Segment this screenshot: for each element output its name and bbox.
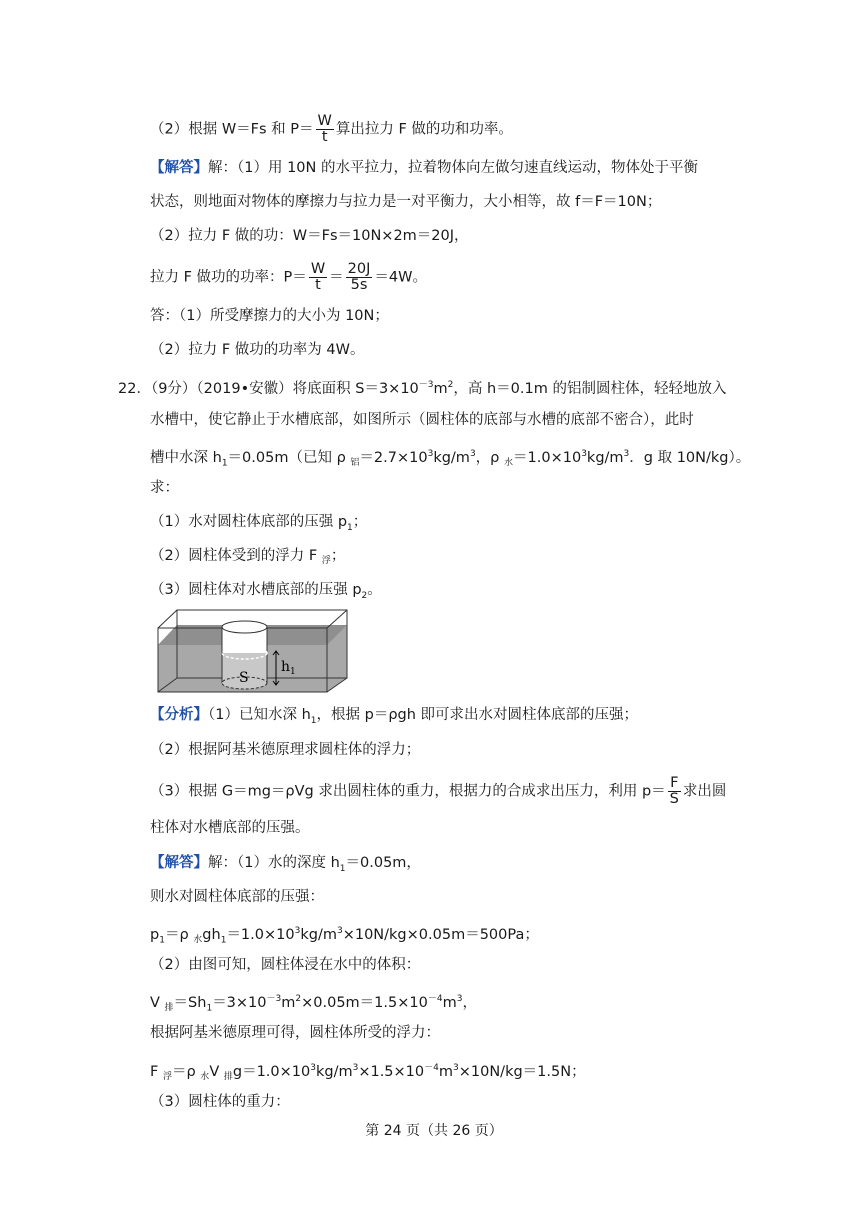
- solution-line-power: 拉力 F 做功的功率：P＝ $\frac{W}{t}$ ＝ $\frac{20J}{5s}$ ＝4W。: [150, 261, 427, 293]
- question-22-line-1: 22．（9分）（2019•安徽）将底面积 $S=3\times 10^{-3}m^2$，高 h＝0.1m 的铝制圆柱体，轻轻地放入: [118, 380, 727, 397]
- label-h1: $h_1$: [281, 659, 296, 677]
- analysis-line-4: 柱体对水槽底部的压强。: [150, 820, 310, 836]
- solution-tag: 【解答】: [150, 160, 208, 176]
- analysis-line-1: 【分析】（1）已知水深 $h_1$，根据 p＝ρgh 即可求出水对圆柱体底部的压强；: [150, 707, 639, 726]
- question-22-line-2: 水槽中，使它静止于水槽底部，如图所示（圆柱体的底部与水槽的底部不密合），此时: [150, 412, 694, 428]
- answer-line-1: 答：（1）所受摩擦力的大小为 10N；: [150, 308, 389, 324]
- solution-line-2: 状态，则地面对物体的摩擦力与拉力是一对平衡力，大小相等，故 f＝F＝10N；: [150, 194, 662, 210]
- fraction-w-over-t-2: $\frac{W}{t}$: [310, 261, 326, 293]
- question-22-line-3: 槽中水深 $h_1=0.05m$（已知 ρ $_铝=2.7\times 10^3kg/m^3$，ρ $_水=1.0\times 10^3kg/m^3$．g 取 10N/kg）。: [150, 449, 751, 469]
- analysis-line-2: （2）根据阿基米德原理求圆柱体的浮力；: [150, 742, 421, 758]
- solution-line-1: 【解答】解：（1）用 10N 的水平拉力，拉着物体向左做匀速直线运动，物体处于平衡: [150, 160, 698, 176]
- solution-22-line-7: F $_浮$＝ρ $_水$V $_排g=1.0\times 10^3kg/m^3\times 1.5\times 10^{-4}m^3\times 10N/kg=1.5N$；: [150, 1063, 586, 1082]
- solution-22-line-4: （2）由图可知，圆柱体浸在水中的体积：: [150, 957, 421, 973]
- answer-line-2: （2）拉力 F 做功的功率为 4W。: [150, 342, 365, 358]
- fraction-20j-over-5s: $\frac{20J}{5s}$: [347, 261, 371, 293]
- solution-22-line-3: $p_1=\rho$ $_水gh_1=1.0\times 10^3kg/m^3\times 10N/kg\times 0.05m=500Pa$；: [150, 926, 539, 946]
- line-formula-hint: （2）根据 W＝Fs 和 P＝ $\frac{W}{t}$ 算出拉力 F 做的功和功率。: [150, 113, 513, 145]
- question-22-sub-2: （2）圆柱体受到的浮力 F $_浮$；: [150, 548, 346, 566]
- solution-line-3: （2）拉力 F 做的功：W＝Fs＝10N×2m＝20J，: [150, 228, 469, 244]
- solution-22-line-2: 则水对圆柱体底部的压强：: [150, 889, 324, 905]
- page-footer: 第 24 页（共 26 页）: [365, 1123, 503, 1139]
- analysis-tag: 【分析】: [150, 707, 208, 723]
- question-22-sub-3: （3）圆柱体对水槽底部的压强 $p_2$。: [150, 582, 382, 601]
- fraction-w-over-t: $\frac{W}{t}$: [317, 113, 332, 145]
- solution-22-line-5: V $_排=Sh_1=3\times 10^{-3}m^2\times 0.05m=1.5\times 10^{-4}m^3$，: [150, 994, 477, 1014]
- solution-22-line-6: 根据阿基米德原理可得，圆柱体所受的浮力：: [150, 1025, 440, 1041]
- water-tank-diagram: [155, 607, 350, 694]
- analysis-line-3: （3）根据 G＝mg＝ρVg 求出圆柱体的重力，根据力的合成求出压力，利用 p＝ $\frac{F}{S}$ 求出圆: [150, 775, 727, 807]
- fraction-f-over-s: $\frac{F}{S}$: [669, 775, 679, 807]
- label-s: S: [239, 670, 249, 686]
- solution-22-tag: 【解答】: [150, 855, 208, 871]
- question-22-line-4: 求：: [150, 480, 179, 496]
- question-22-sub-1: （1）水对圆柱体底部的压强 $p_1$；: [150, 514, 368, 533]
- solution-22-line-8: （3）圆柱体的重力：: [150, 1094, 290, 1110]
- solution-22-line-1: 【解答】解：（1）水的深度 $h_1=0.05m$，: [150, 855, 421, 874]
